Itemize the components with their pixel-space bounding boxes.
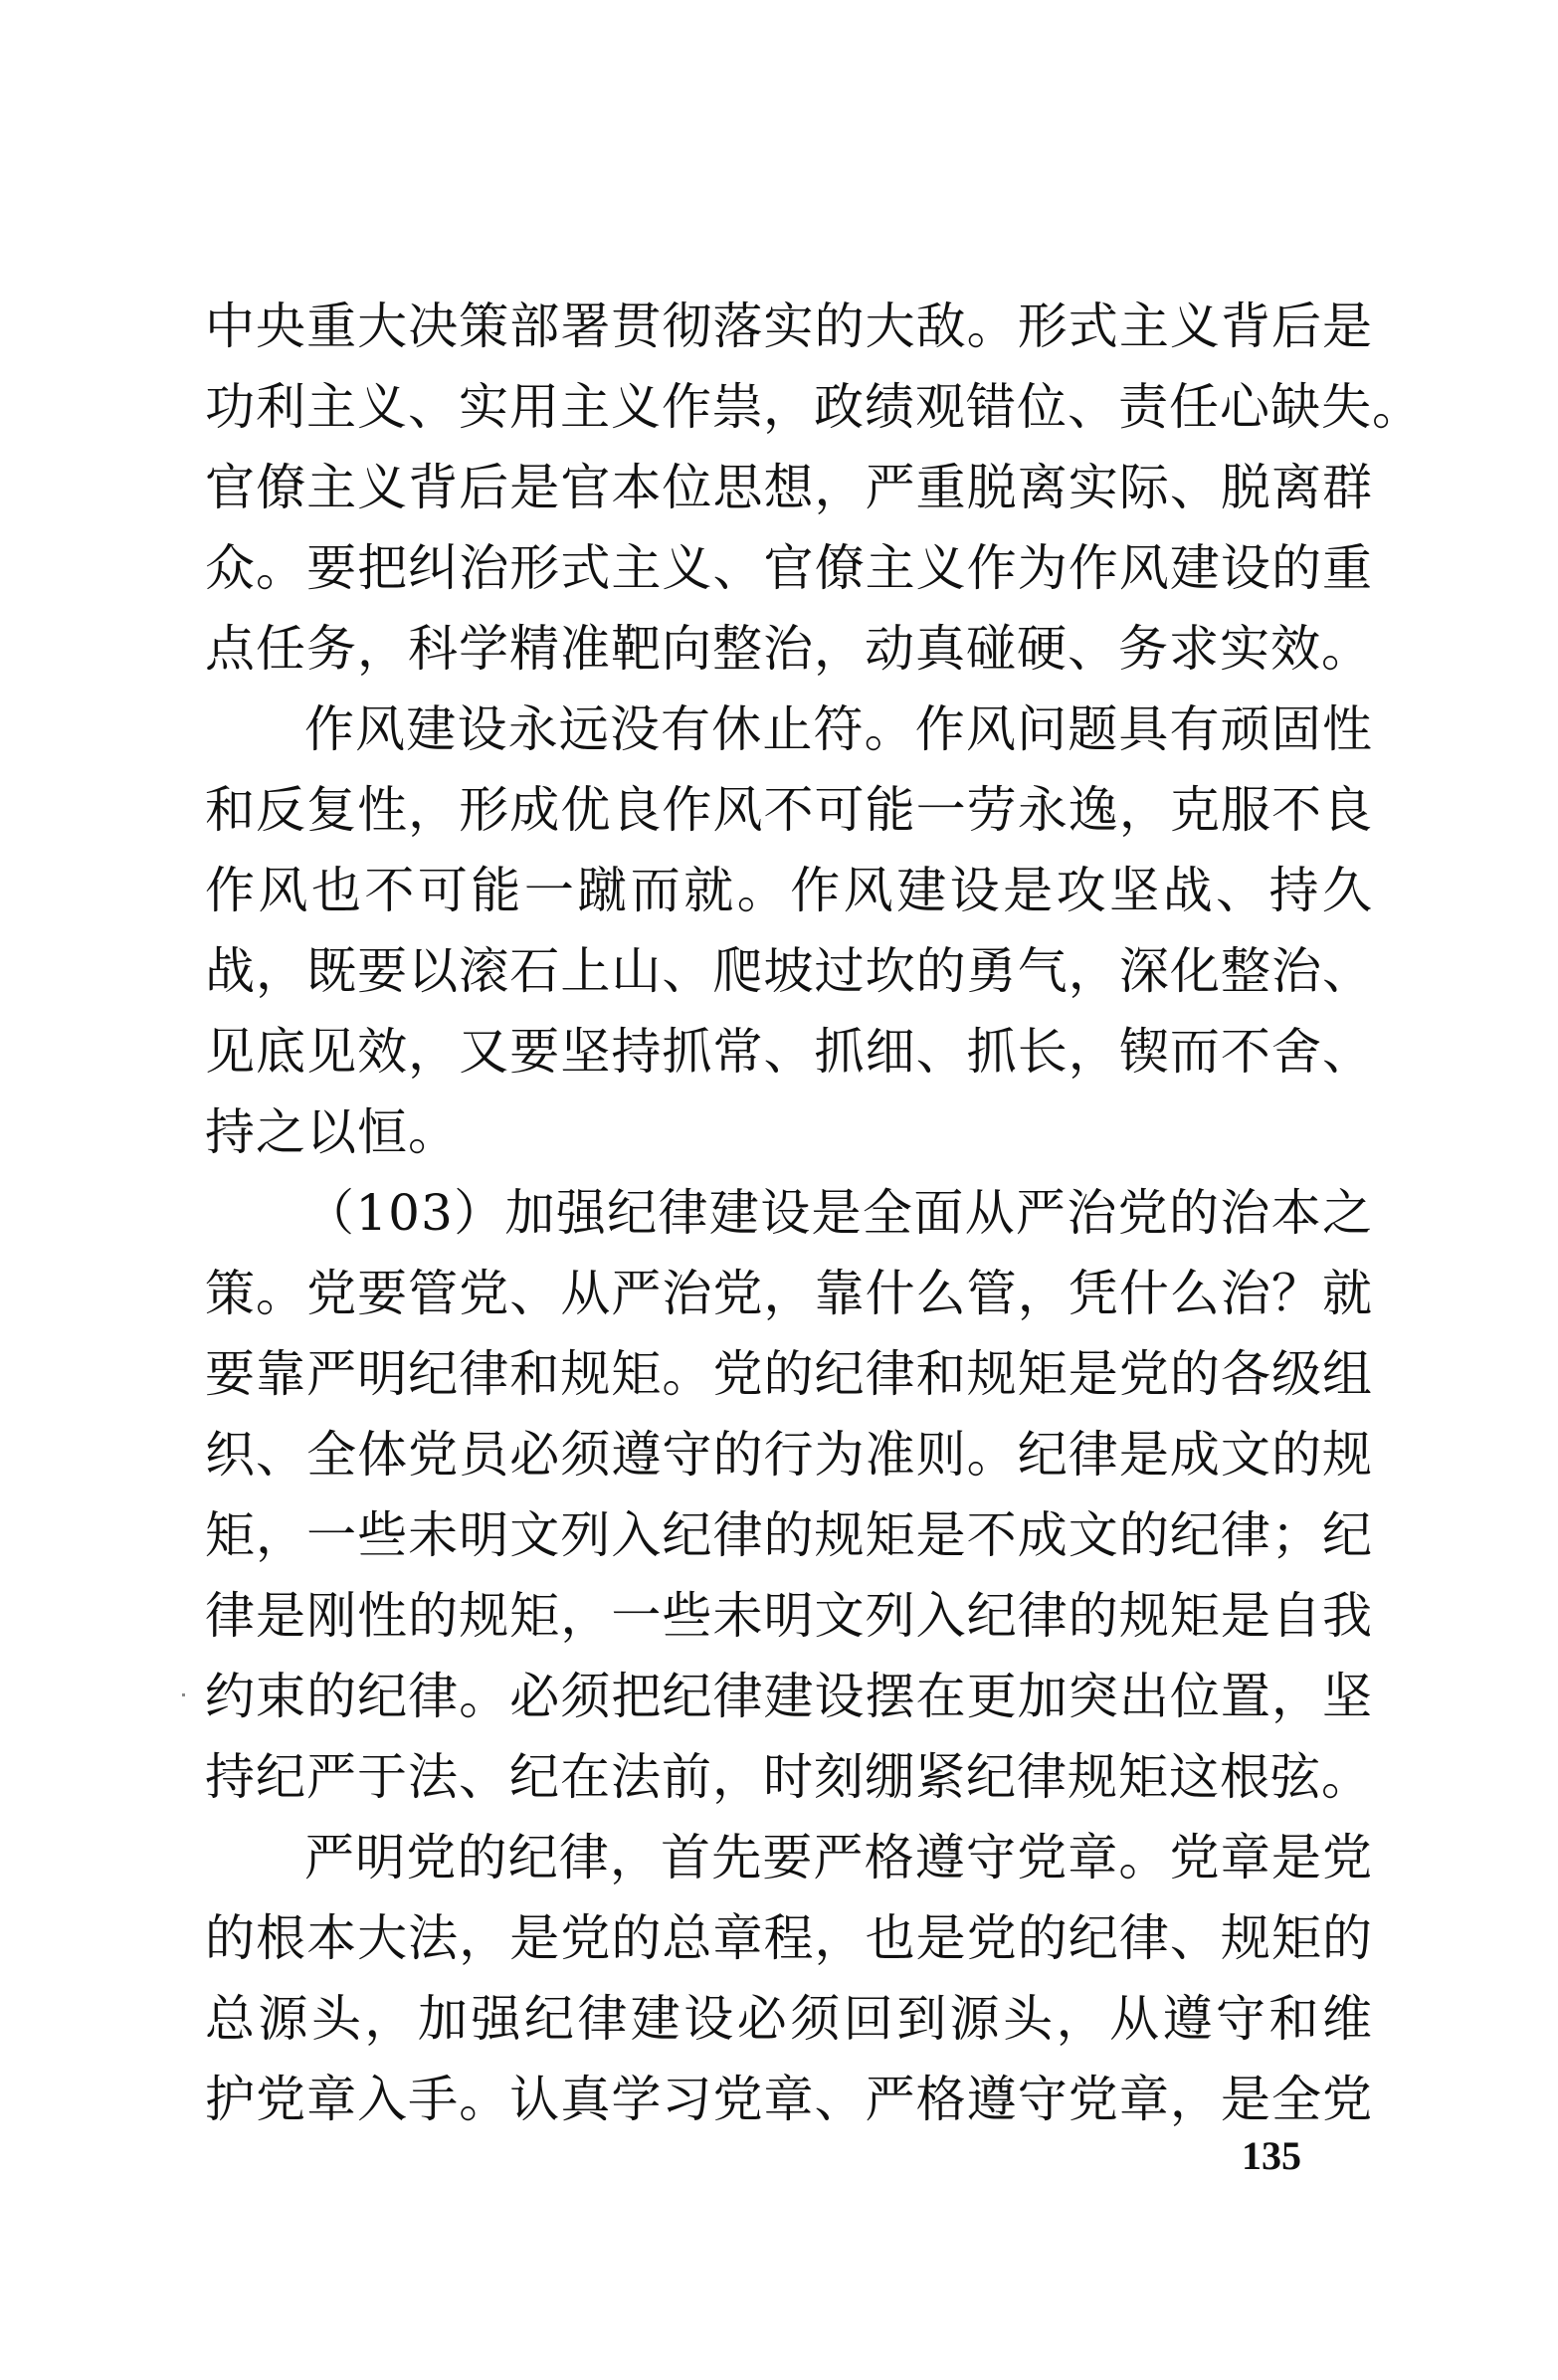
text-line: 护党章入手。认真学习党章、严格遵守党章，是全党: [205, 2071, 1373, 2128]
text-line: 律是刚性的规矩，一些未明文列入纪律的规矩是自我: [205, 1587, 1373, 1645]
text-line: 矩，一些未明文列入纪律的规矩是不成文的纪律；纪: [205, 1506, 1373, 1564]
text-line: 策。党要管党、从严治党，靠什么管，凭什么治？就: [205, 1265, 1373, 1322]
body-text: [205, 287, 1423, 2140]
text-line: 众。要把纠治形式主义、官僚主义作为作风建设的重: [205, 539, 1373, 597]
text-line: 功利主义、实用主义作祟，政绩观错位、责任心缺失。: [205, 378, 1423, 436]
paragraph-first-line: 严明党的纪律，首先要严格遵守党章。党章是党: [304, 1829, 1373, 1886]
text-line: 织、全体党员必须遵守的行为准则。纪律是成文的规: [205, 1426, 1373, 1484]
paragraph-first-line: （103）加强纪律建设是全面从严治党的治本之: [304, 1184, 1373, 1242]
paragraph-first-line: 作风建设永远没有休止符。作风问题具有顽固性: [304, 700, 1373, 758]
text-line: 的根本大法，是党的总章程，也是党的纪律、规矩的: [205, 1909, 1373, 1967]
text-line: 见底见效，又要坚持抓常、抓细、抓长，锲而不舍、: [205, 1023, 1373, 1081]
text-line: 和反复性，形成优良作风不可能一劳永逸，克服不良: [205, 781, 1373, 839]
text-line: 总源头，加强纪律建设必须回到源头，从遵守和维: [205, 1990, 1373, 2048]
text-line: 作风也不可能一蹴而就。作风建设是攻坚战、持久: [205, 862, 1373, 919]
text-line: 持之以恒。: [205, 1103, 459, 1161]
text-line: 官僚主义背后是官本位思想，严重脱离实际、脱离群: [205, 459, 1373, 516]
text-line: 战，既要以滚石上山、爬坡过坎的勇气，深化整治、: [205, 942, 1373, 1000]
page-number: 135: [1242, 2133, 1301, 2178]
text-line: 要靠严明纪律和规矩。党的纪律和规矩是党的各级组: [205, 1345, 1373, 1403]
scan-speck: [182, 1693, 185, 1696]
text-line: 约束的纪律。必须把纪律建设摆在更加突出位置，坚: [205, 1668, 1373, 1725]
text-line: 持纪严于法、纪在法前，时刻绷紧纪律规矩这根弦。: [205, 1748, 1372, 1806]
text-line: 中央重大决策部署贯彻落实的大敌。形式主义背后是: [205, 298, 1373, 355]
text-line: 点任务，科学精准靶向整治，动真碰硬、务求实效。: [205, 620, 1372, 678]
